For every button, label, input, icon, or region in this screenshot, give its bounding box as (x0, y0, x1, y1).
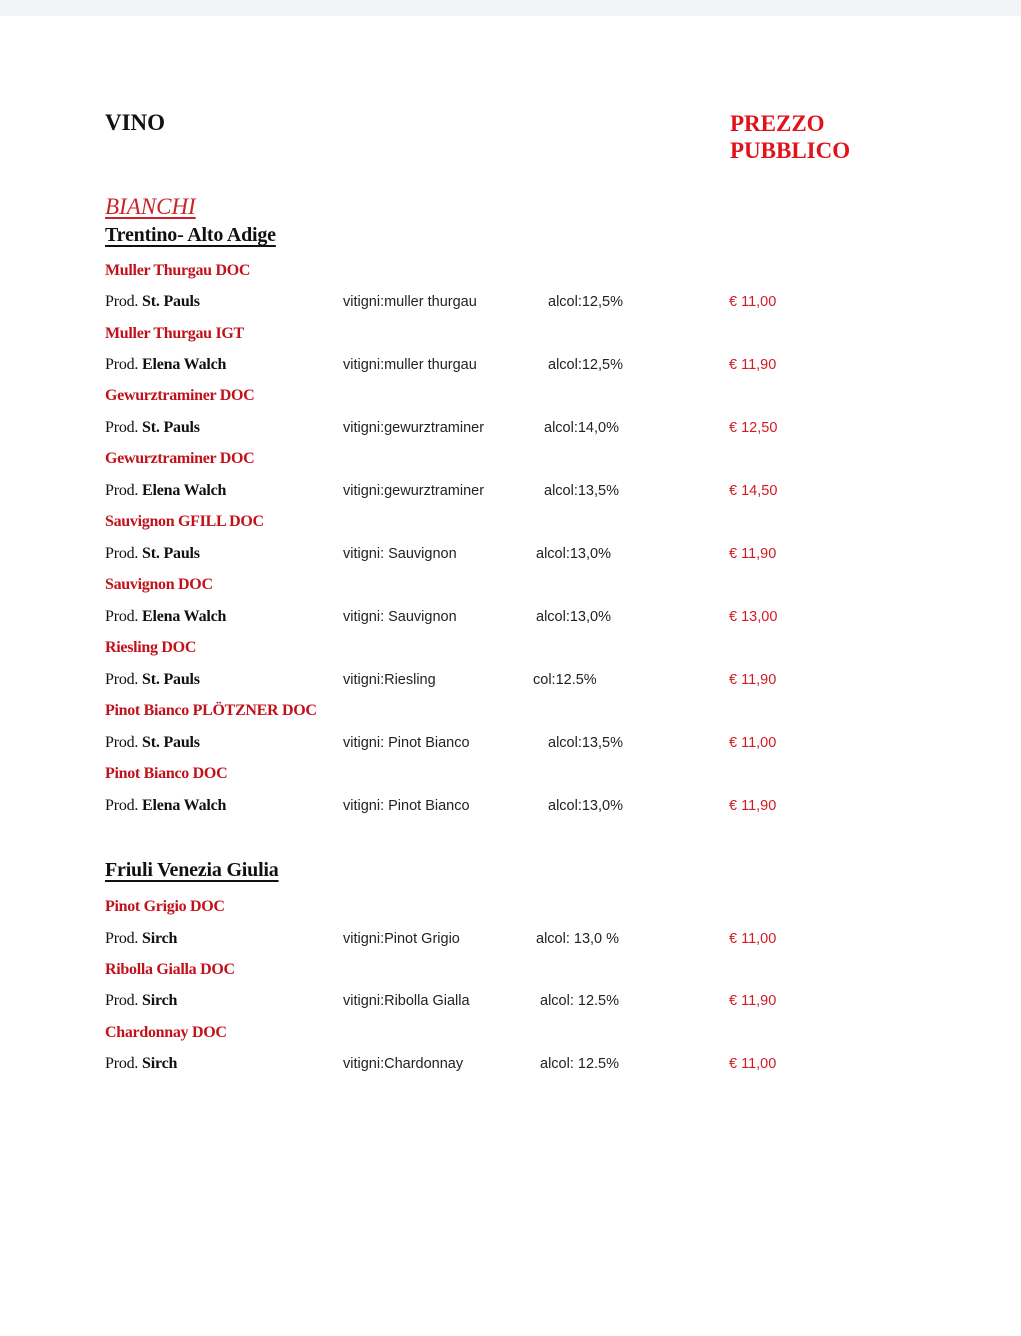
wine-row (0, 1055, 1021, 1077)
grape-variety: vitigni: Pinot Bianco (343, 798, 470, 814)
wine-name: Sauvignon GFILL DOC (105, 513, 264, 530)
producer-prefix: Prod. (105, 419, 139, 436)
wine-name: Chardonnay DOC (105, 1024, 227, 1041)
region-heading: Friuli Venezia Giulia (105, 859, 279, 881)
wine-name: Pinot Bianco DOC (105, 765, 228, 782)
grape-variety: vitigni: Sauvignon (343, 609, 457, 625)
producer (105, 419, 200, 437)
wine-row (0, 482, 1021, 504)
producer (105, 734, 200, 752)
producer-prefix: Prod. (105, 293, 139, 310)
alcohol-content: alcol:13,0% (536, 546, 611, 562)
producer (105, 992, 177, 1010)
price: € 11,00 (729, 735, 777, 751)
alcohol-content: alcol:14,0% (544, 420, 619, 436)
producer (105, 1055, 177, 1073)
wine-row (0, 419, 1021, 441)
wine-name: Ribolla Gialla DOC (105, 961, 235, 978)
producer (105, 356, 226, 374)
alcohol-content: alcol:13,5% (544, 483, 619, 499)
price: € 12,50 (729, 420, 778, 436)
alcohol-content: alcol:13,0% (536, 609, 611, 625)
grape-variety: vitigni:gewurztraminer (343, 483, 485, 499)
producer-prefix: Prod. (105, 992, 139, 1009)
alcohol-content: col:12.5% (533, 672, 597, 688)
wine-row (0, 545, 1021, 567)
price: € 11,00 (729, 294, 777, 310)
grape-variety: vitigni:Chardonnay (343, 1056, 464, 1072)
wine-name: Gewurztraminer DOC (105, 387, 255, 404)
producer-name: St. Pauls (142, 545, 200, 562)
price: € 11,90 (729, 357, 777, 373)
producer-name: Sirch (142, 1055, 178, 1072)
producer (105, 545, 200, 563)
wine-row (0, 356, 1021, 378)
wine-row (0, 992, 1021, 1014)
alcohol-content: alcol:13,5% (548, 735, 623, 751)
wine-column-header: VINO (105, 110, 166, 135)
producer-name: St. Pauls (142, 293, 200, 310)
price: € 13,00 (729, 609, 778, 625)
wine-name: Muller Thurgau IGT (105, 325, 244, 342)
producer (105, 930, 177, 948)
producer-name: Sirch (142, 930, 178, 947)
alcohol-content: alcol: 12.5% (540, 1056, 619, 1072)
wine-list-page (0, 16, 1021, 1336)
producer-name: Elena Walch (142, 356, 227, 373)
price-header-line2: PUBBLICO (730, 138, 851, 163)
price: € 11,00 (729, 1056, 777, 1072)
producer-prefix: Prod. (105, 671, 139, 688)
price: € 11,90 (729, 546, 777, 562)
grape-variety: vitigni:Ribolla Gialla (343, 993, 470, 1009)
grape-variety: vitigni:gewurztraminer (343, 420, 485, 436)
producer-prefix: Prod. (105, 545, 139, 562)
alcohol-content: alcol: 12.5% (540, 993, 619, 1009)
price-header-line1: PREZZO (730, 111, 825, 136)
wine-row (0, 293, 1021, 315)
alcohol-content: alcol:12,5% (548, 357, 623, 373)
producer (105, 671, 200, 689)
wine-name: Riesling DOC (105, 639, 197, 656)
producer-name: Elena Walch (142, 608, 227, 625)
price: € 11,00 (729, 931, 777, 947)
producer-name: St. Pauls (142, 419, 200, 436)
grape-variety: vitigni: Pinot Bianco (343, 735, 470, 751)
wine-row (0, 734, 1021, 756)
wine-row (0, 671, 1021, 693)
wine-row (0, 930, 1021, 952)
producer-prefix: Prod. (105, 608, 139, 625)
alcohol-content: alcol:12,5% (548, 294, 623, 310)
producer-prefix: Prod. (105, 482, 139, 499)
wine-name: Pinot Grigio DOC (105, 898, 225, 915)
alcohol-content: alcol:13,0% (548, 798, 623, 814)
producer-name: St. Pauls (142, 671, 200, 688)
price: € 11,90 (729, 993, 777, 1009)
producer (105, 608, 226, 626)
alcohol-content: alcol: 13,0 % (536, 931, 620, 947)
producer-name: St. Pauls (142, 734, 200, 751)
wine-row (0, 797, 1021, 819)
price: € 14,50 (729, 483, 778, 499)
grape-variety: vitigni:muller thurgau (343, 357, 477, 373)
producer-name: Sirch (142, 992, 178, 1009)
price: € 11,90 (729, 672, 777, 688)
producer (105, 482, 226, 500)
producer (105, 293, 200, 311)
wine-name: Sauvignon DOC (105, 576, 213, 593)
producer-prefix: Prod. (105, 734, 139, 751)
wine-name: Pinot Bianco PLÖTZNER DOC (105, 702, 317, 719)
wine-name: Gewurztraminer DOC (105, 450, 255, 467)
grape-variety: vitigni: Sauvignon (343, 546, 457, 562)
producer-prefix: Prod. (105, 356, 139, 373)
producer-prefix: Prod. (105, 797, 139, 814)
grape-variety: vitigni:Pinot Grigio (343, 931, 460, 947)
grape-variety: vitigni:Riesling (343, 672, 436, 688)
price-column-header (730, 110, 850, 164)
producer (105, 797, 226, 815)
producer-name: Elena Walch (142, 482, 227, 499)
grape-variety: vitigni:muller thurgau (343, 294, 477, 310)
category-title: BIANCHI (105, 194, 196, 219)
price: € 11,90 (729, 798, 777, 814)
region-heading: Trentino- Alto Adige (105, 224, 276, 246)
wine-row (0, 608, 1021, 630)
producer-prefix: Prod. (105, 930, 139, 947)
producer-name: Elena Walch (142, 797, 227, 814)
producer-prefix: Prod. (105, 1055, 139, 1072)
wine-name: Muller Thurgau DOC (105, 262, 251, 279)
